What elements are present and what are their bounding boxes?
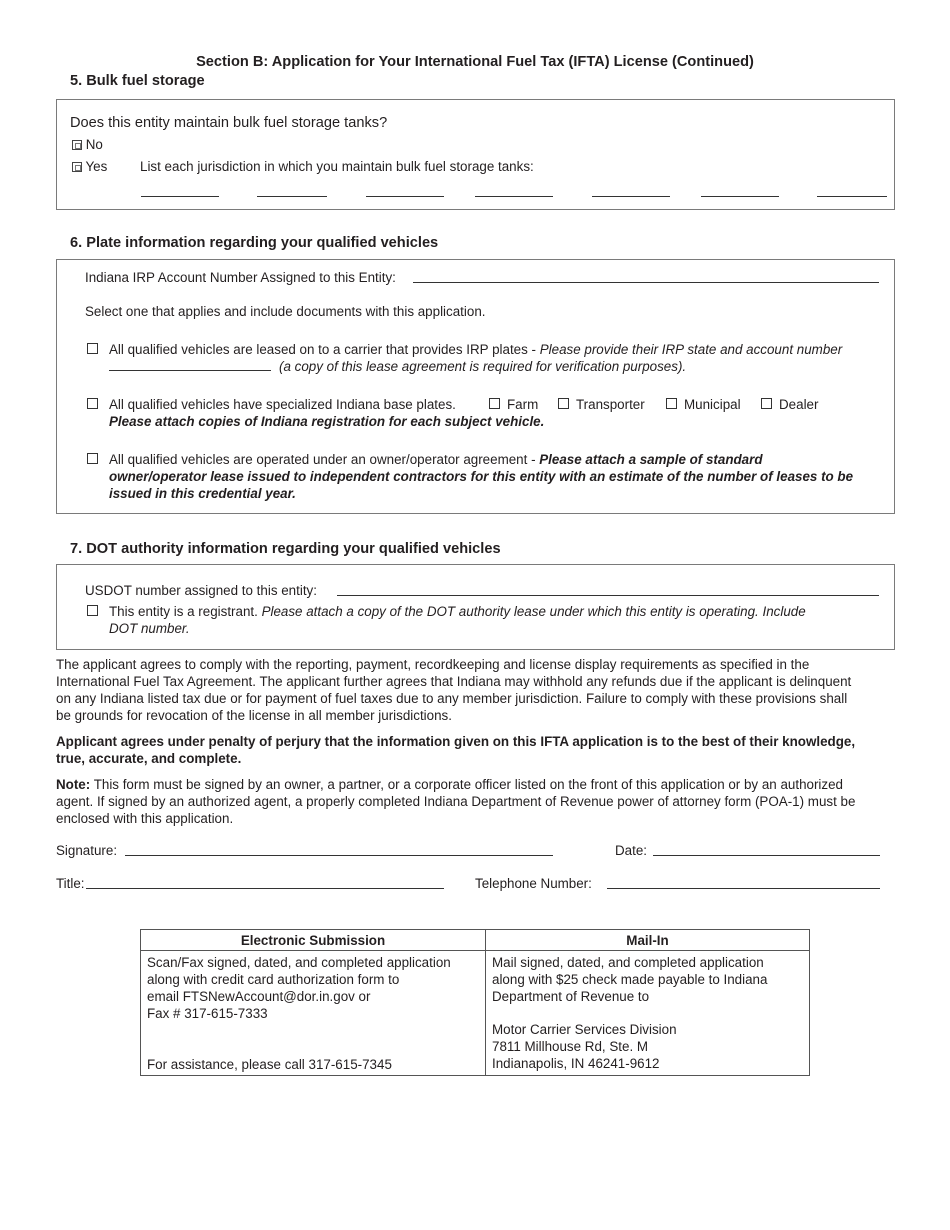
- dealer-label: Dealer: [779, 397, 819, 412]
- irp-account-label: Indiana IRP Account Number Assigned to this Entity:: [85, 270, 396, 285]
- date-label: Date:: [615, 843, 648, 858]
- no-label: No: [85, 137, 103, 152]
- mail-line: Department of Revenue to: [492, 989, 650, 1004]
- electronic-cell: [141, 951, 486, 1076]
- irp-account-field[interactable]: [413, 270, 879, 283]
- dot-authority-box: [56, 564, 895, 650]
- note-paragraph: [56, 776, 855, 827]
- jurisdiction-field-4[interactable]: [475, 184, 553, 197]
- address-line: Motor Carrier Services Division: [492, 1022, 677, 1037]
- section7-heading: 7. DOT authority information regarding your qualified vehicles: [70, 541, 501, 557]
- transporter-label: Transporter: [576, 397, 645, 412]
- agreement-line: The applicant agrees to comply with the reporting, payment, recordkeeping and license display requirements as specified in the: [56, 657, 810, 672]
- title-label: Title:: [56, 876, 85, 891]
- electronic-line: along with credit card authorization form to: [147, 972, 400, 987]
- leased-carrier-option: [109, 342, 889, 357]
- opt1-note: (a copy of this lease agreement is required for verification purposes).: [279, 359, 687, 374]
- farm-label: Farm: [507, 397, 539, 412]
- note-line: This form must be signed by an owner, a partner, or a corporate officer listed on the front of this application or by an authorized: [90, 777, 843, 792]
- perjury-line: true, accurate, and complete.: [56, 751, 242, 766]
- base-plates-option: All qualified vehicles have specialized Indiana base plates.: [109, 397, 456, 412]
- opt2-note: Please attach copies of Indiana registration for each subject vehicle.: [109, 414, 545, 429]
- farm-checkbox[interactable]: [489, 398, 500, 409]
- date-field[interactable]: [653, 843, 880, 856]
- registrant-italic-1: Please attach a copy of the DOT authority lease under which this entity is operating. Include: [261, 604, 806, 619]
- jurisdiction-field-2[interactable]: [257, 184, 327, 197]
- dealer-checkbox[interactable]: [761, 398, 772, 409]
- page-title: Section B: Application for Your International Fuel Tax (IFTA) License (Continued): [196, 54, 754, 70]
- agreement-line: on any Indiana listed tax due or for payment of fuel taxes due to any member jurisdiction. Failure to comply with these provisions shall: [56, 691, 848, 706]
- agreement-line: International Fuel Tax Agreement. The applicant further agrees that Indiana may withhold any refunds due if the applicant is delinquent: [56, 674, 852, 689]
- jurisdiction-field-5[interactable]: [592, 184, 670, 197]
- registrant-text: This entity is a registrant.: [109, 604, 262, 619]
- submission-table: [140, 929, 810, 1076]
- municipal-checkbox[interactable]: [666, 398, 677, 409]
- jurisdiction-field-1[interactable]: [141, 184, 219, 197]
- owner-operator-checkbox[interactable]: [87, 453, 98, 464]
- mail-line: Mail signed, dated, and completed application: [492, 955, 764, 970]
- select-instruction: Select one that applies and include documents with this application.: [85, 304, 486, 319]
- electronic-line: Fax # 317-615-7333: [147, 1006, 268, 1021]
- bulk-fuel-box: [56, 99, 895, 210]
- col-header-electronic: Electronic Submission: [141, 930, 486, 951]
- phone-label: Telephone Number:: [475, 876, 592, 891]
- mail-cell: [486, 951, 810, 1076]
- municipal-label: Municipal: [684, 397, 741, 412]
- perjury-statement: [56, 733, 855, 767]
- note-line: agent. If signed by an authorized agent, a properly completed Indiana Department of Revenue power of attorney form (POA-1) must be: [56, 794, 856, 809]
- opt1-text: All qualified vehicles are leased on to a carrier that provides IRP plates -: [109, 342, 540, 357]
- opt3-bi-2: owner/operator lease issued to independent contractors for this entity with an estimate of the number of leases to be: [109, 469, 854, 484]
- phone-field[interactable]: [607, 876, 880, 889]
- agreement-paragraph: [56, 656, 851, 724]
- signature-label: Signature:: [56, 843, 118, 858]
- opt3-bi-1: Please attach a sample of standard: [539, 452, 763, 467]
- assistance-line: For assistance, please call 317-615-7345: [147, 1057, 392, 1072]
- section6-heading: 6. Plate information regarding your qualified vehicles: [70, 235, 439, 251]
- bulk-fuel-question: Does this entity maintain bulk fuel storage tanks?: [70, 115, 388, 131]
- leased-carrier-checkbox[interactable]: [87, 343, 98, 354]
- jurisdiction-field-3[interactable]: [366, 184, 444, 197]
- address-line: Indianapolis, IN 46241-9612: [492, 1056, 660, 1071]
- opt1-italic: Please provide their IRP state and account number: [539, 342, 843, 357]
- opt3-text: All qualified vehicles are operated under an owner/operator agreement -: [109, 452, 540, 467]
- registrant-checkbox[interactable]: [87, 605, 98, 616]
- section5-heading: 5. Bulk fuel storage: [70, 73, 205, 89]
- note-label: Note:: [56, 777, 91, 792]
- agreement-line: be grounds for revocation of the license in all member jurisdictions.: [56, 708, 452, 723]
- registrant-option: [109, 604, 889, 619]
- yes-label: Yes: [85, 159, 108, 174]
- registrant-italic-2: DOT number.: [109, 621, 190, 636]
- plate-info-box: [56, 259, 895, 514]
- electronic-line: Scan/Fax signed, dated, and completed application: [147, 955, 451, 970]
- usdot-label: USDOT number assigned to this entity:: [85, 583, 317, 598]
- address-line: 7811 Millhouse Rd, Ste. M: [492, 1039, 649, 1054]
- bulk-yes-option[interactable]: [72, 159, 107, 174]
- owner-operator-option: [109, 452, 889, 467]
- jurisdiction-label: List each jurisdiction in which you maintain bulk fuel storage tanks:: [140, 159, 534, 174]
- jurisdiction-field-6[interactable]: [701, 184, 779, 197]
- electronic-line: email FTSNewAccount@dor.in.gov or: [147, 989, 371, 1004]
- transporter-checkbox[interactable]: [558, 398, 569, 409]
- no-checkbox[interactable]: [72, 140, 82, 150]
- perjury-line: Applicant agrees under penalty of perjury that the information given on this IFTA application is to the best of their knowledge,: [56, 734, 856, 749]
- opt3-bi-3: issued in this credential year.: [109, 486, 296, 501]
- usdot-field[interactable]: [337, 583, 879, 596]
- bulk-no-option[interactable]: [72, 137, 103, 152]
- title-field[interactable]: [86, 876, 444, 889]
- jurisdiction-field-7[interactable]: [817, 184, 887, 197]
- base-plates-checkbox[interactable]: [87, 398, 98, 409]
- signature-field[interactable]: [125, 843, 553, 856]
- mail-line: along with $25 check made payable to Indiana: [492, 972, 768, 987]
- col-header-mail: Mail-In: [486, 930, 810, 951]
- yes-checkbox[interactable]: [72, 162, 82, 172]
- note-line: enclosed with this application.: [56, 811, 234, 826]
- irp-state-account-field[interactable]: [109, 358, 271, 371]
